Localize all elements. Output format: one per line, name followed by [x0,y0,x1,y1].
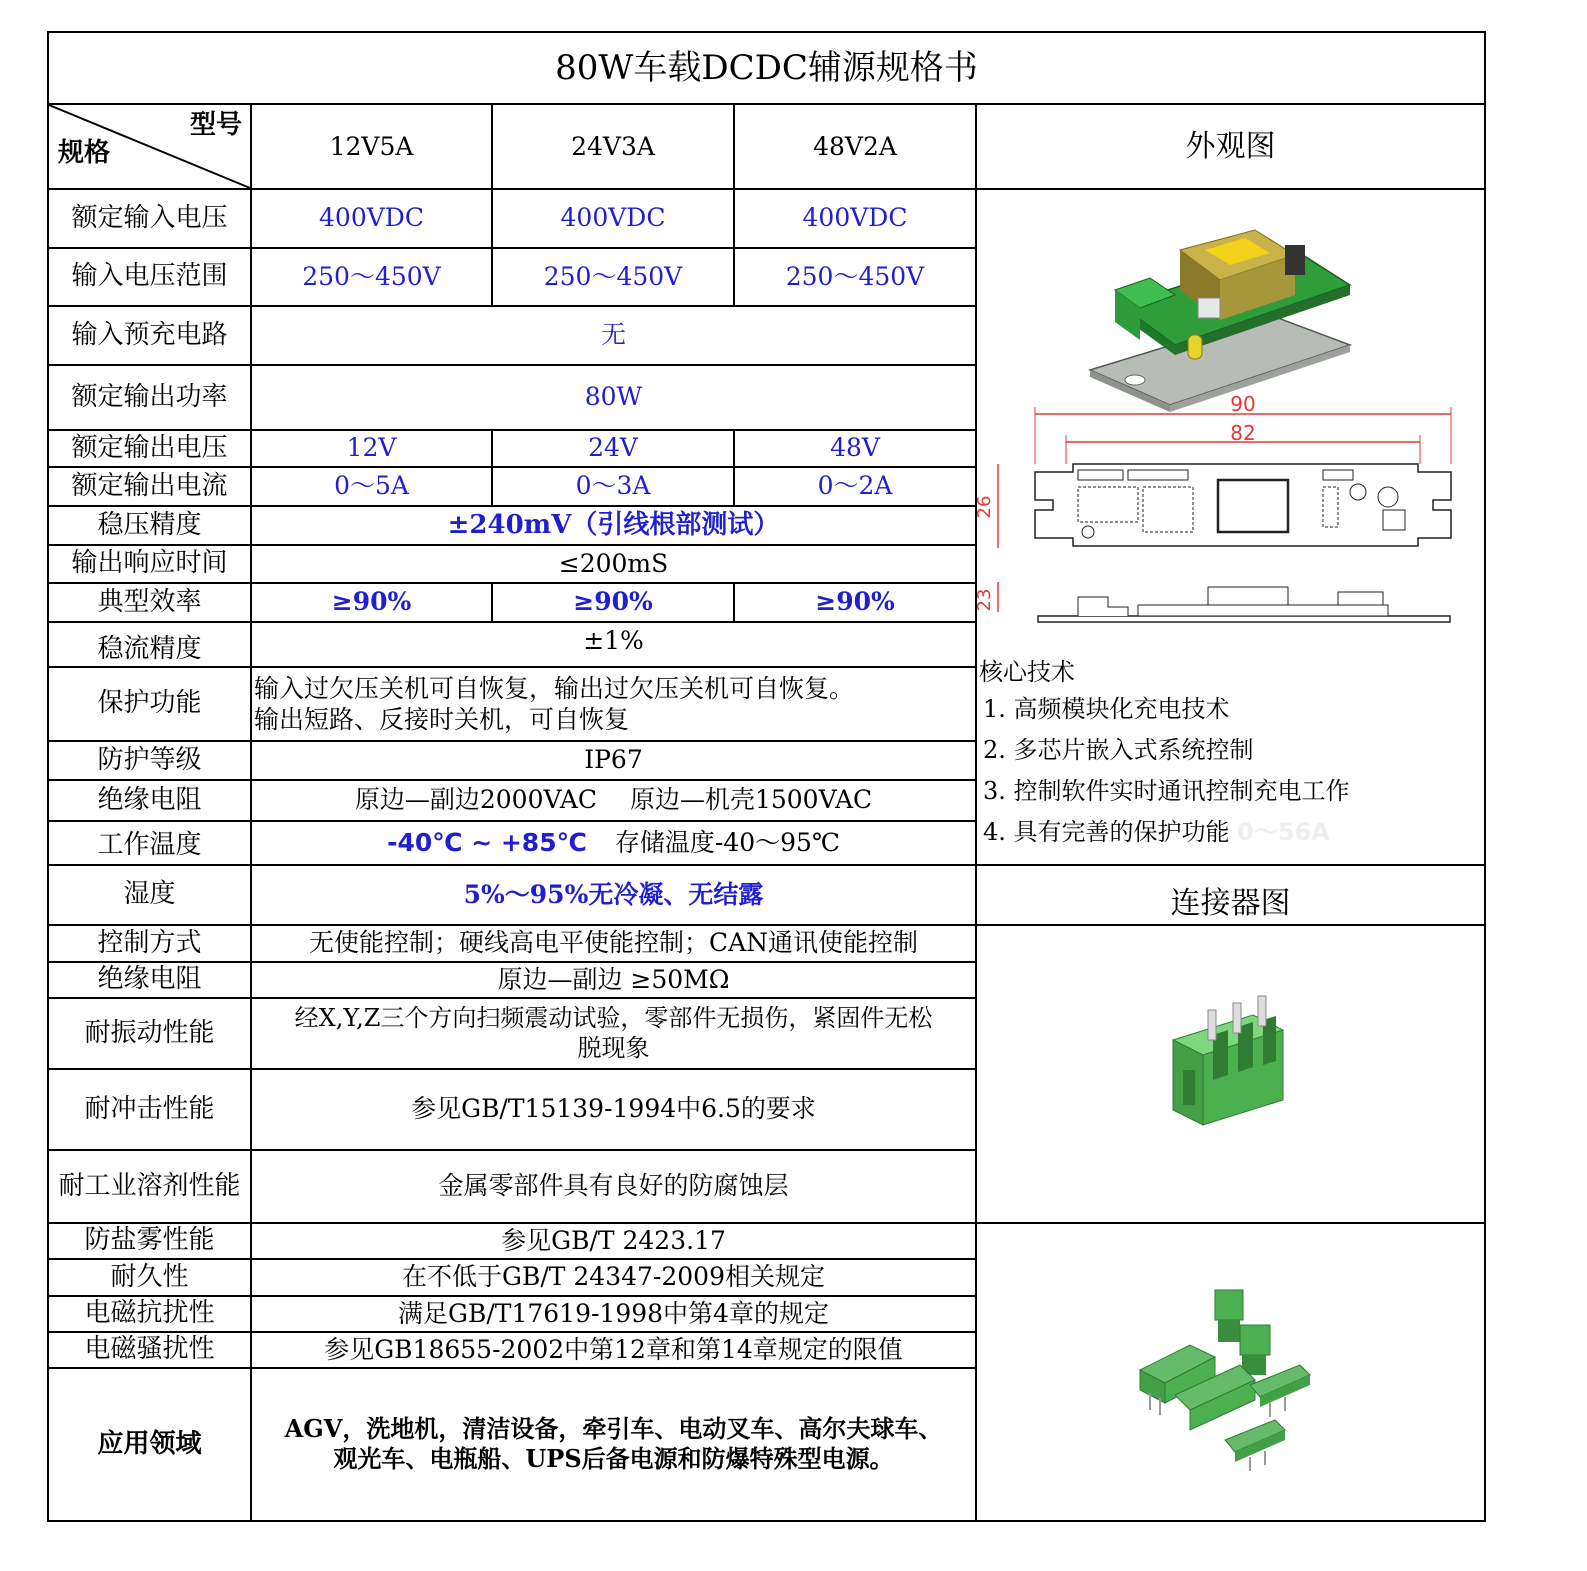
dimension-26: 26 [974,495,995,519]
label-rated-input-voltage: 额定输入电压 [71,202,228,233]
value-rated-input-voltage-3: 400VDC [802,203,908,233]
value-current-regulation: ±1% [583,626,644,656]
label-solvent: 耐工业溶剂性能 [58,1170,241,1201]
label-rated-output-power: 额定输出功率 [71,381,228,412]
connector-set-image [1130,1285,1330,1485]
label-application: 应用领域 [97,1428,202,1459]
value-vibration [252,998,975,1068]
value-insulation-1: 原边—副边2000VAC 原边—机壳1500VAC [354,785,873,815]
value-input-range-1: 250～450V [302,261,441,291]
value-insulation-2: 原边—副边 ≥50MΩ [497,964,730,994]
value-solvent: 金属零部件具有良好的防腐蚀层 [438,1171,789,1201]
value-output-response: ≤200mS [558,548,669,578]
value-humidity: 5%～95%无冷凝、无结露 [463,879,764,909]
value-protection [250,668,975,740]
label-durability: 耐久性 [110,1261,189,1292]
label-control: 控制方式 [97,927,202,958]
page-title: 80W车载DCDC辅源规格书 [555,47,978,88]
vibration-line-2: 脱现象 [577,1034,650,1062]
corner-model-label: 型号 [189,109,242,140]
value-output-current-3: 0～2A [817,471,893,501]
application-line-2: 观光车、电瓶船、UPS后备电源和防爆特殊型电源。 [333,1444,894,1473]
dimension-23: 23 [974,588,995,612]
label-current-regulation: 稳流精度 [97,633,202,664]
dimension-drawing [974,392,1468,632]
protection-line-2: 输出短路、反接时关机，可自恢复 [254,705,630,734]
label-work-temp: 工作温度 [97,829,202,860]
model-12v5a: 12V5A [329,131,414,161]
label-rated-output-current: 额定输出电流 [71,470,228,501]
protection-line-1: 输入过欠压关机可自恢复，输出过欠压关机可自恢复。 [254,673,855,703]
value-rated-input-voltage-1: 400VDC [319,203,424,233]
faded-current-range: 0～56A [1237,818,1330,846]
label-ems: 电磁抗扰性 [84,1298,215,1329]
value-ems: 满足GB/T17619-1998中第4章的规定 [398,1298,829,1328]
dimension-82: 82 [1230,421,1256,445]
core-tech-item-2: 2. 多芯片嵌入式系统控制 [983,736,1254,764]
value-output-current-2: 0～3A [575,471,651,501]
value-efficiency-3: ≥90% [815,587,895,617]
label-insulation-2: 绝缘电阻 [97,964,202,995]
value-ip-rating: IP67 [584,745,643,775]
corner-spec-label: 规格 [57,137,110,168]
label-protection: 保护功能 [97,688,202,719]
connector-header: 连接器图 [1170,886,1291,922]
value-rated-output-power: 80W [584,382,643,412]
value-durability: 在不低于GB/T 24347-2009相关规定 [402,1262,825,1292]
label-output-response: 输出响应时间 [71,548,228,579]
value-salt-spray: 参见GB/T 2423.17 [501,1225,726,1255]
appearance-header: 外观图 [1185,128,1276,164]
value-efficiency-1: ≥90% [331,587,412,617]
label-voltage-regulation: 稳压精度 [97,509,202,540]
core-tech-item-1: 1. 高频模块化充电技术 [983,695,1230,723]
core-tech-heading: 核心技术 [979,658,1075,686]
value-emi: 参见GB18655-2002中第12章和第14章规定的限值 [324,1334,903,1364]
application-line-1: AGV，洗地机，清洁设备，牵引车、电动叉车、高尔夫球车、 [284,1414,943,1443]
value-application [252,1368,975,1520]
storage-temp: 存储温度-40～95℃ [614,827,840,857]
label-insulation-1: 绝缘电阻 [97,784,202,815]
value-voltage-regulation: ±240mV（引线根部测试） [447,509,780,540]
value-input-range-3: 250～450V [785,261,925,291]
value-output-voltage-3: 48V [830,433,880,463]
dimension-90: 90 [1230,392,1256,416]
model-48v2a: 48V2A [813,131,897,161]
core-tech [979,655,1479,853]
label-ip-rating: 防护等级 [97,744,202,775]
label-input-precharge: 输入预充电路 [71,319,228,350]
label-emi: 电磁骚扰性 [84,1334,215,1365]
value-output-voltage-1: 12V [346,433,397,463]
model-24v3a: 24V3A [571,131,655,161]
label-shock: 耐冲击性能 [84,1093,215,1124]
core-tech-item-3: 3. 控制软件实时通讯控制充电工作 [983,777,1350,805]
value-rated-input-voltage-2: 400VDC [560,203,666,233]
label-rated-output-voltage: 额定输出电压 [71,432,228,463]
value-efficiency-2: ≥90% [573,587,653,617]
label-efficiency: 典型效率 [97,586,202,617]
label-humidity: 湿度 [123,879,176,910]
value-input-precharge: 无 [600,320,626,350]
value-control: 无使能控制；硬线高电平使能控制；CAN通讯使能控制 [308,928,919,958]
work-temp-range: -40℃ ~ +85℃ [387,827,587,857]
value-input-range-2: 250～450V [543,261,683,291]
value-output-current-1: 0～5A [334,471,409,501]
connector-block-image [1168,995,1288,1130]
value-shock: 参见GB/T15139-1994中6.5的要求 [411,1094,816,1124]
label-salt-spray: 防盐雾性能 [84,1225,215,1256]
vibration-line-1: 经X,Y,Z三个方向扫频震动试验，零部件无损伤，紧固件无松 [294,1004,933,1032]
product-render-image [1080,220,1360,415]
core-tech-item-4: 4. 具有完善的保护功能 0～56A [983,818,1330,846]
label-vibration: 耐振动性能 [84,1017,215,1048]
value-work-temp [252,821,975,864]
value-output-voltage-2: 24V [588,433,638,463]
label-input-voltage-range: 输入电压范围 [71,261,228,292]
